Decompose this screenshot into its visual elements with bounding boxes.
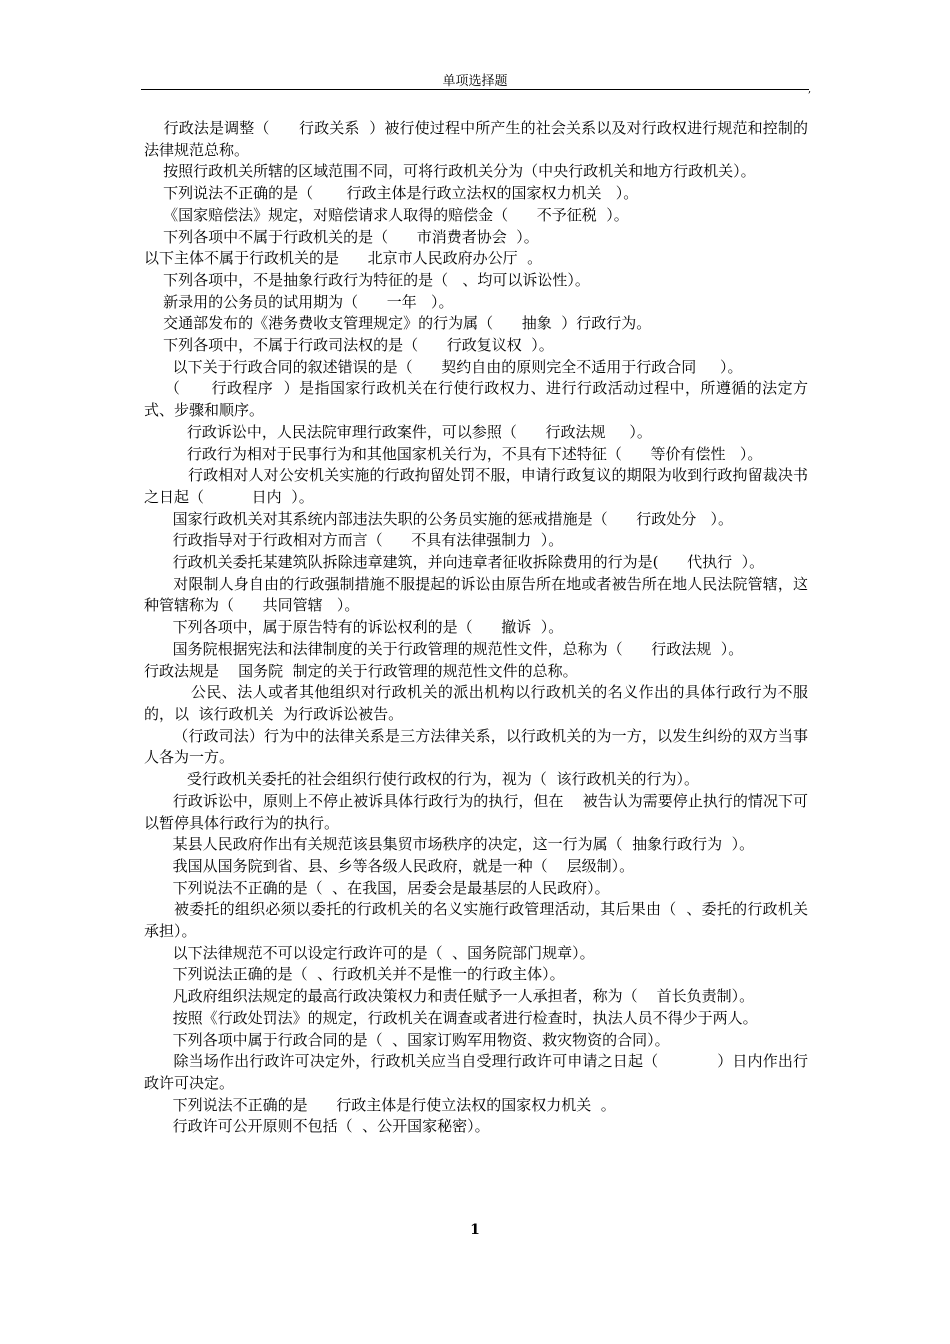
document-body bbox=[144, 118, 808, 1138]
question-paragraph: 下列说法正确的是（ 、行政机关并不是惟一的行政主体）。 bbox=[144, 965, 565, 984]
question-paragraph: 国家行政机关对其系统内部违法失职的公务员实施的惩戒措施是（ 行政处分 ）。 bbox=[144, 509, 734, 528]
question-paragraph: 以下关于行政合同的叙述错误的是（ 契约自由的原则完全不适用于行政合同 ）。 bbox=[144, 357, 743, 376]
question-paragraph: 行政法是调整（ 行政关系 ）被行使过程中所产生的社会关系以及对行政权进行规范和控制的法律规范总称。 bbox=[144, 119, 808, 159]
question-paragraph: 国务院根据宪法和法律制度的关于行政管理的规范性文件，总称为（ 行政法规 ）。 bbox=[144, 639, 744, 658]
question-paragraph: 公民、法人或者其他组织对行政机关的派出机构以行政机关的名义作出的具体行政行为不服的，以 该行政机关 为行政诉讼被告。 bbox=[144, 683, 808, 723]
question-paragraph: 受行政机关委托的社会组织行使行政权的行为，视为（ 该行政机关的行为）。 bbox=[144, 770, 699, 789]
question-paragraph: 下列各项中，不属于行政司法权的是（ 行政复议权 ）。 bbox=[144, 336, 554, 355]
header-mark: , bbox=[808, 84, 812, 95]
question-paragraph: 我国从国务院到省、县、乡等各级人民政府，就是一种（ 层级制）。 bbox=[144, 856, 635, 875]
question-paragraph: 行政法规是 国务院 制定的关于行政管理的规范性文件的总称。 bbox=[144, 661, 578, 680]
question-paragraph: 下列说法不正确的是 行政主体是行使立法权的国家权力机关 。 bbox=[144, 1095, 616, 1114]
page-header-title: 单项选择题 bbox=[442, 74, 508, 89]
question-paragraph: 某县人民政府作出有关规范该县集贸市场秩序的决定，这一行为属（ 抽象行政行为 ）。 bbox=[144, 835, 755, 854]
question-paragraph: 行政诉讼中，人民法院审理行政案件，可以参照（ 行政法规 ）。 bbox=[144, 422, 652, 441]
question-paragraph: 下列各项中，属于原告特有的诉讼权利的是（ 撤诉 ）。 bbox=[144, 618, 564, 637]
question-paragraph: 行政机关委托某建筑队拆除违章建筑，并向违章者征收拆除费用的行为是( 代执行 ）。 bbox=[144, 553, 765, 572]
question-paragraph: 以下法律规范不可以设定行政许可的是（ 、国务院部门规章）。 bbox=[144, 943, 595, 962]
question-paragraph: 除当场作出行政许可决定外，行政机关应当自受理行政许可申请之日起（ ）日内作出行政许可决定。 bbox=[144, 1052, 808, 1092]
question-paragraph: 行政诉讼中，原则上不停止被诉具体行政行为的执行，但在 被告认为需要停止执行的情况下可以暂停具体行政行为的执行。 bbox=[144, 791, 809, 832]
question-paragraph: 行政相对人对公安机关实施的行政拘留处罚不服，申请行政复议的期限为收到行政拘留裁决书之日起（ 日内 ）。 bbox=[144, 466, 808, 506]
page-number: 1 bbox=[470, 1222, 480, 1238]
question-paragraph: 对限制人身自由的行政强制措施不服提起的诉讼由原告所在地或者被告所在地人民法院管辖，这种管辖称为（ 共同管辖 ）。 bbox=[144, 574, 808, 615]
question-paragraph: 行政许可公开原则不包括（ 、公开国家秘密）。 bbox=[144, 1117, 490, 1136]
question-paragraph: （行政司法）行为中的法律关系是三方法律关系，以行政机关的为一方，以发生纠纷的双方当事人各为一方。 bbox=[144, 726, 808, 767]
question-paragraph: 行政行为相对于民事行为和其他国家机关行为，不具有下述特征（ 等价有偿性 ）。 bbox=[144, 444, 763, 463]
question-paragraph: 《国家赔偿法》规定，对赔偿请求人取得的赔偿金（ 不予征税 ）。 bbox=[144, 205, 629, 224]
question-paragraph: 按照《行政处罚法》的规定，行政机关在调查或者进行检查时，执法人员不得少于两人。 bbox=[144, 1008, 758, 1027]
question-paragraph: 按照行政机关所辖的区域范围不同，可将行政机关分为（中央行政机关和地方行政机关）。 bbox=[144, 162, 756, 181]
header-rule bbox=[141, 89, 809, 90]
question-paragraph: 行政指导对于行政相对方而言（ 不具有法律强制力 ）。 bbox=[144, 531, 564, 550]
question-paragraph: 下列说法不正确的是（ 、在我国，居委会是最基层的人民政府）。 bbox=[144, 878, 610, 897]
question-paragraph: 下列各项中，不是抽象行政行为特征的是（ 、均可以诉讼性）。 bbox=[144, 270, 590, 289]
question-paragraph: 下列各项中属于行政合同的是（ 、国家订购军用物资、救灾物资的合同）。 bbox=[144, 1030, 670, 1049]
question-paragraph: 凡政府组织法规定的最高行政决策权力和责任赋予一人承担者，称为（ 首长负责制）。 bbox=[144, 987, 755, 1006]
question-paragraph: 下列各项中不属于行政机关的是（ 市消费者协会 ）。 bbox=[144, 227, 539, 246]
question-paragraph: 被委托的组织必须以委托的行政机关的名义实施行政管理活动，其后果由（ 、委托的行政机关承担）。 bbox=[144, 900, 808, 941]
question-paragraph: 交通部发布的《港务费收支管理规定》的行为属（ 抽象 ）行政行为。 bbox=[144, 314, 652, 333]
question-paragraph: 新录用的公务员的试用期为（ 一年 ）。 bbox=[144, 292, 454, 311]
question-paragraph: 下列说法不正确的是（ 行政主体是行政立法权的国家权力机关 ）。 bbox=[144, 184, 639, 203]
question-paragraph: （ 行政程序 ）是指国家行政机关在行使行政权力、进行行政活动过程中，所遵循的法定方式、步骤和顺序。 bbox=[144, 379, 809, 420]
question-paragraph: 以下主体不属于行政机关的是 北京市人民政府办公厅 。 bbox=[144, 249, 543, 268]
